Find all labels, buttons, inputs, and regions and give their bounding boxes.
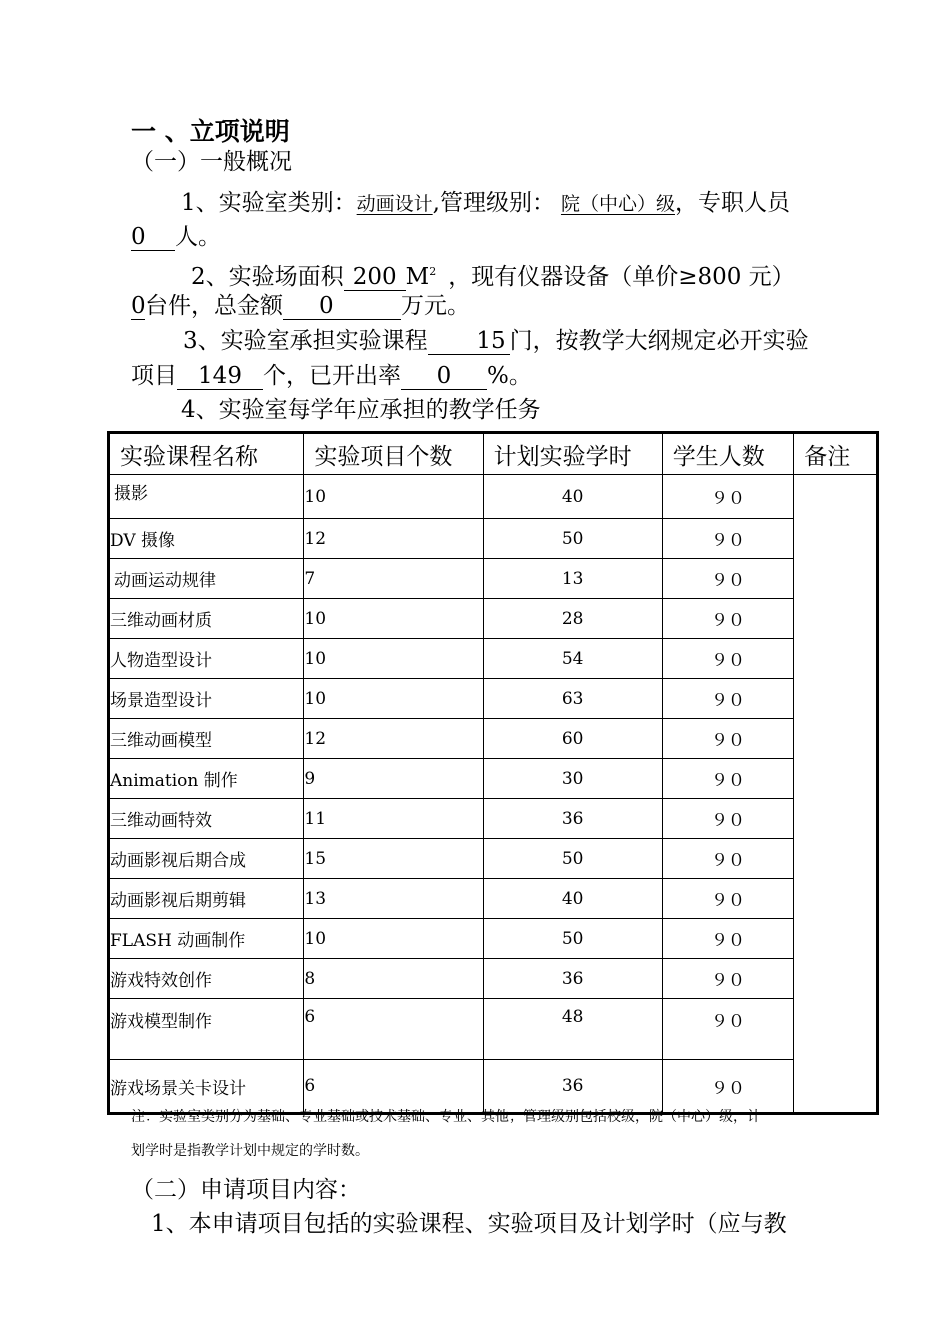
p3-text-c: 项目 [131, 363, 177, 389]
management-level-value: 院（中心）级 [560, 193, 675, 215]
table-row [109, 519, 878, 559]
table-row [109, 999, 878, 1060]
staff-count-value: 0 [131, 224, 175, 251]
table-row [109, 599, 878, 639]
equipment-amount-value [283, 293, 401, 320]
student-count-cell: ９０ [662, 679, 793, 719]
planned-hours-cell: 40 [483, 475, 662, 519]
planned-hours-cell: 30 [483, 759, 662, 799]
planned-hours-cell: 50 [483, 919, 662, 959]
item-count-cell: 10 [304, 599, 483, 639]
student-count-cell: ９０ [662, 519, 793, 559]
table-row [109, 719, 878, 759]
header-course-name: 实验课程名称 [109, 433, 304, 475]
area-value: 200 [344, 264, 406, 291]
course-name-cell: 三维动画特效 [109, 799, 304, 839]
item-count-cell: 7 [304, 559, 483, 599]
student-count-cell: ９０ [662, 959, 793, 999]
course-name-cell: 摄影 [109, 475, 304, 519]
header-remarks: 备注 [794, 433, 878, 475]
subsection-application: （二）申请项目内容： [131, 1177, 361, 1203]
planned-hours-cell: 60 [483, 719, 662, 759]
item-count-cell: 13 [304, 879, 483, 919]
item-count-cell: 15 [304, 839, 483, 879]
table-row [109, 559, 878, 599]
student-count-cell: ９０ [662, 719, 793, 759]
planned-hours-cell: 50 [483, 519, 662, 559]
p2-text-b: ，现有仪器设备（单价≥800 元） [448, 264, 795, 290]
student-count-cell: ９０ [662, 475, 793, 519]
student-count-cell: ９０ [662, 599, 793, 639]
remarks-cell [794, 475, 878, 1114]
planned-hours-cell: 28 [483, 599, 662, 639]
table-row [109, 919, 878, 959]
student-count-cell: ９０ [662, 559, 793, 599]
planned-hours-cell: 13 [483, 559, 662, 599]
planned-hours-cell: 63 [483, 679, 662, 719]
course-name-cell: 游戏特效创作 [109, 959, 304, 999]
planned-hours-cell: 50 [483, 839, 662, 879]
item-count-cell: 12 [304, 519, 483, 559]
course-name-cell: 场景造型设计 [109, 679, 304, 719]
table-header-row [109, 433, 878, 475]
item-count-cell: 6 [304, 999, 483, 1060]
p3-text-a: 3、实验室承担实验课程 [183, 328, 428, 354]
paragraph-lab-items [131, 361, 532, 391]
item-count-cell: 10 [304, 475, 483, 519]
subsection-general: （一）一般概况 [131, 149, 292, 175]
paragraph-lab-area [191, 257, 795, 292]
course-name-cell: 动画运动规律 [109, 559, 304, 599]
p3-text-b: 门，按教学大纲规定必开实验 [509, 328, 809, 354]
course-name-cell: DV 摄像 [109, 519, 304, 559]
header-planned-hours: 计划实验学时 [483, 433, 662, 475]
table-row [109, 879, 878, 919]
item-count-cell: 10 [304, 679, 483, 719]
student-count-cell: ９０ [662, 799, 793, 839]
paragraph-lab-staff [131, 222, 221, 252]
p1-text-d: 人。 [175, 224, 221, 250]
p1-text-c: ，专职人员 [674, 190, 790, 216]
student-count-cell: ９０ [662, 999, 793, 1060]
planned-hours-cell: 54 [483, 639, 662, 679]
item-count-cell: 9 [304, 759, 483, 799]
item-count-cell: 11 [304, 799, 483, 839]
p1-text-b: ,管理级别： [432, 190, 555, 216]
header-student-count: 学生人数 [662, 433, 793, 475]
table-row [109, 799, 878, 839]
course-name-cell: 三维动画材质 [109, 599, 304, 639]
area-unit-sup: 2 [429, 265, 437, 278]
course-name-cell: 动画影视后期合成 [109, 839, 304, 879]
course-name-cell: FLASH 动画制作 [109, 919, 304, 959]
planned-hours-cell: 36 [483, 799, 662, 839]
item-count-cell: 10 [304, 919, 483, 959]
planned-hours-cell: 36 [483, 959, 662, 999]
paragraph-teaching-tasks: 4、实验室每学年应承担的教学任务 [181, 397, 541, 423]
completion-rate-value: 0 [401, 363, 487, 390]
planned-hours-cell: 36 [483, 1060, 662, 1114]
course-name-cell: 游戏场景关卡设计 [109, 1060, 304, 1114]
table-row [109, 475, 878, 519]
course-name-cell: Animation 制作 [109, 759, 304, 799]
table-row [109, 839, 878, 879]
equipment-count-value: 0 [131, 293, 146, 319]
paragraph-lab-category [181, 188, 790, 219]
course-name-cell: 人物造型设计 [109, 639, 304, 679]
student-count-cell: ９０ [662, 919, 793, 959]
student-count-cell: ９０ [662, 639, 793, 679]
course-name-cell: 动画影视后期剪辑 [109, 879, 304, 919]
table-note-line1: 注：实验室类别分为基础、专业基础或技术基础、专业、其他；管理级别包括校级，院（中心）级，计 [131, 1109, 761, 1125]
item-count-cell: 8 [304, 959, 483, 999]
section-heading: 一 、立项说明 [131, 117, 290, 146]
table-row [109, 679, 878, 719]
paragraph-lab-courses [183, 326, 809, 356]
p1-text-a: 1、实验室类别： [181, 190, 357, 216]
p2-text-d: 万元。 [401, 293, 470, 319]
paragraph-application-content: 1、本申请项目包括的实验课程、实验项目及计划学时（应与教 [151, 1211, 787, 1237]
item-count-cell: 6 [304, 1060, 483, 1114]
item-count-cell: 10 [304, 639, 483, 679]
p2-text-a: 2、实验场面积 [191, 264, 344, 290]
paragraph-lab-equipment [131, 291, 470, 321]
table-row [109, 1060, 878, 1114]
p3-text-e: %。 [487, 363, 532, 389]
course-name-cell: 游戏模型制作 [109, 999, 304, 1060]
table-row [109, 759, 878, 799]
student-count-cell: ９０ [662, 1060, 793, 1114]
table-row [109, 959, 878, 999]
p2-text-c: 台件，总金额 [145, 293, 283, 319]
table-note-line2: 划学时是指教学计划中规定的学时数。 [131, 1143, 369, 1159]
planned-hours-cell: 48 [483, 999, 662, 1060]
student-count-cell: ９０ [662, 879, 793, 919]
student-count-cell: ９０ [662, 839, 793, 879]
p3-text-d: 个，已开出率 [263, 363, 401, 389]
item-count-cell: 12 [304, 719, 483, 759]
student-count-cell: ９０ [662, 759, 793, 799]
lab-category-value: 动画设计 [356, 193, 433, 215]
teaching-task-table [107, 431, 879, 1115]
equipment-amount-text: 0 [319, 293, 334, 319]
header-item-count: 实验项目个数 [304, 433, 483, 475]
table-row [109, 639, 878, 679]
item-count-value: 149 [177, 363, 263, 390]
course-count-value: 15 [428, 328, 510, 355]
course-name-cell: 三维动画模型 [109, 719, 304, 759]
area-unit: M [405, 264, 430, 290]
planned-hours-cell: 40 [483, 879, 662, 919]
